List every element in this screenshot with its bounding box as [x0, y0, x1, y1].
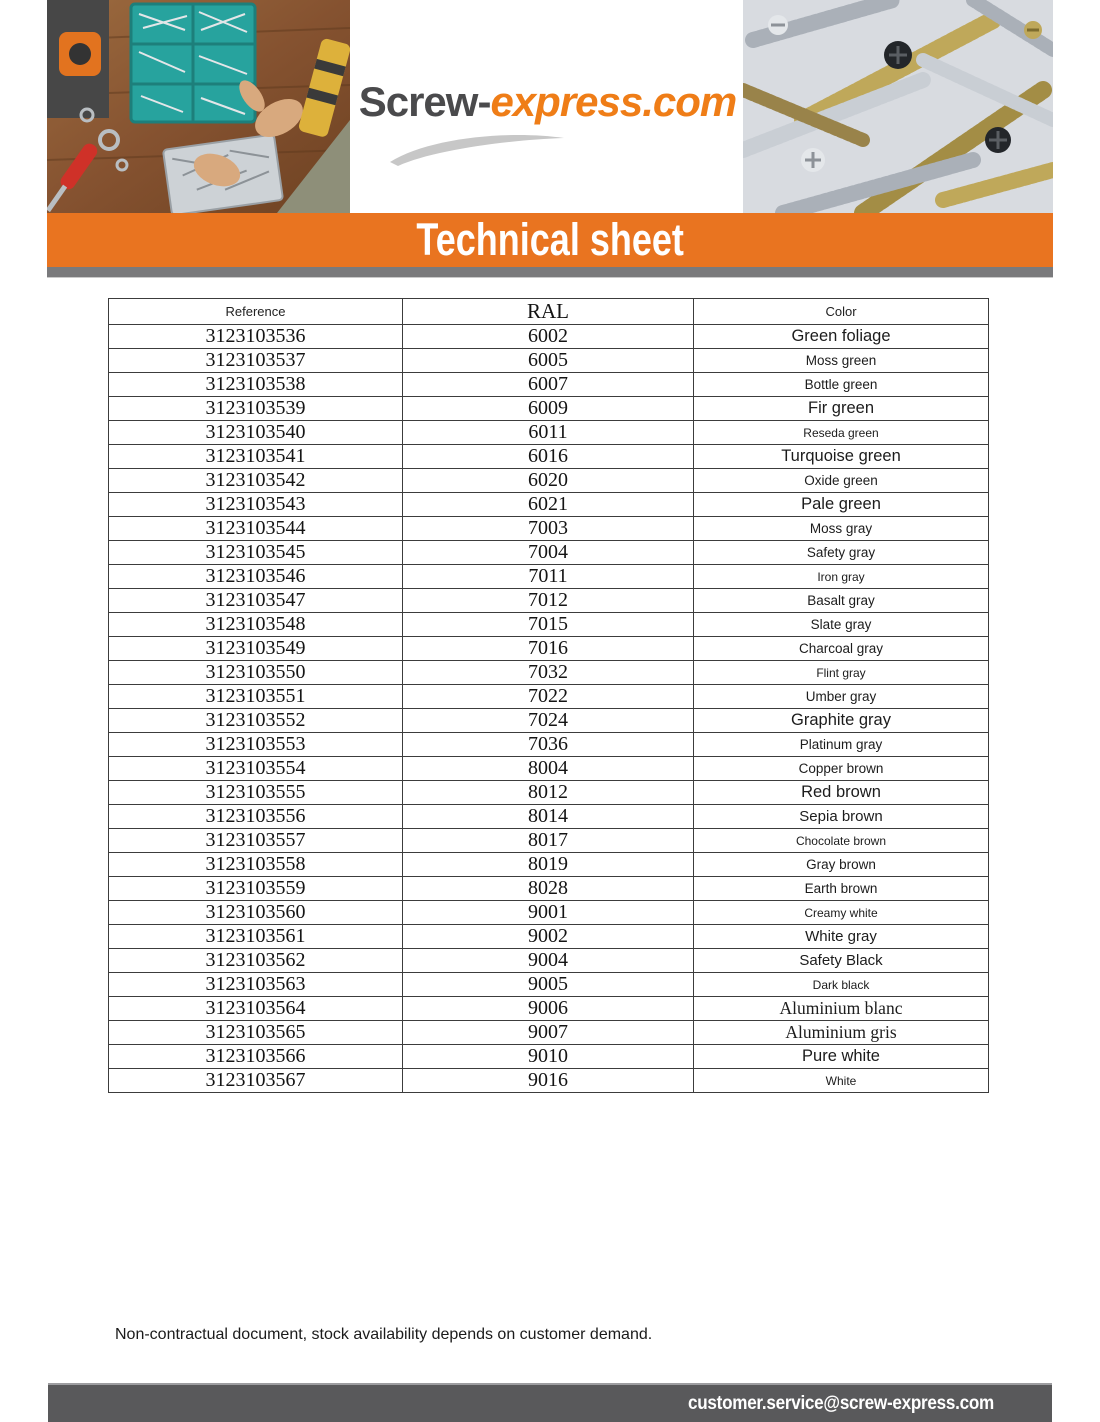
color-cell: Graphite gray [694, 709, 989, 733]
logo-swoosh [388, 126, 568, 166]
table-row [109, 349, 989, 373]
reference-cell: 3123103539 [109, 397, 403, 421]
table-row [109, 637, 989, 661]
color-cell: Turquoise green [694, 445, 989, 469]
logo-text [350, 78, 745, 126]
ral-cell: 7024 [403, 709, 694, 733]
reference-cell: 3123103560 [109, 901, 403, 925]
reference-cell: 3123103546 [109, 565, 403, 589]
ral-cell: 9005 [403, 973, 694, 997]
reference-cell: 3123103549 [109, 637, 403, 661]
table-row [109, 973, 989, 997]
table-row [109, 805, 989, 829]
reference-cell: 3123103545 [109, 541, 403, 565]
reference-cell: 3123103566 [109, 1045, 403, 1069]
reference-cell: 3123103542 [109, 469, 403, 493]
logo [350, 78, 745, 126]
ral-cell: 7015 [403, 613, 694, 637]
reference-cell: 3123103536 [109, 325, 403, 349]
color-cell: Safety Black [694, 949, 989, 973]
color-cell: Aluminium blanc [694, 997, 989, 1021]
color-cell: Slate gray [694, 613, 989, 637]
header-reference: Reference [109, 299, 403, 325]
footer-bar [48, 1383, 1052, 1422]
color-cell: Fir green [694, 397, 989, 421]
ral-cell: 7011 [403, 565, 694, 589]
header-color: Color [694, 299, 989, 325]
table-row [109, 661, 989, 685]
reference-cell: 3123103563 [109, 973, 403, 997]
reference-cell: 3123103556 [109, 805, 403, 829]
table-row [109, 901, 989, 925]
ral-cell: 6007 [403, 373, 694, 397]
reference-cell: 3123103552 [109, 709, 403, 733]
table-row [109, 685, 989, 709]
color-cell: Safety gray [694, 541, 989, 565]
table-row [109, 829, 989, 853]
reference-cell: 3123103555 [109, 781, 403, 805]
ral-cell: 8019 [403, 853, 694, 877]
ral-cell: 6005 [403, 349, 694, 373]
color-cell: Gray brown [694, 853, 989, 877]
ral-cell: 9004 [403, 949, 694, 973]
table-row [109, 1045, 989, 1069]
color-cell: Bottle green [694, 373, 989, 397]
table-row [109, 1069, 989, 1093]
color-cell: Pale green [694, 493, 989, 517]
table-row [109, 541, 989, 565]
ral-cell: 6016 [403, 445, 694, 469]
color-cell: Earth brown [694, 877, 989, 901]
color-cell: Flint gray [694, 661, 989, 685]
ral-cell: 6020 [403, 469, 694, 493]
reference-cell: 3123103543 [109, 493, 403, 517]
color-cell: Creamy white [694, 901, 989, 925]
logo-part-express: express.com [490, 78, 737, 125]
reference-cell: 3123103567 [109, 1069, 403, 1093]
technical-sheet-banner [47, 213, 1053, 267]
banner-gray-strip [47, 267, 1053, 278]
reference-cell: 3123103548 [109, 613, 403, 637]
reference-cell: 3123103537 [109, 349, 403, 373]
banner-title: Technical sheet [416, 214, 684, 265]
table-row [109, 421, 989, 445]
table-row [109, 589, 989, 613]
color-table-container [108, 298, 989, 1093]
reference-cell: 3123103544 [109, 517, 403, 541]
reference-cell: 3123103561 [109, 925, 403, 949]
table-row [109, 445, 989, 469]
ral-cell: 6009 [403, 397, 694, 421]
color-cell: Oxide green [694, 469, 989, 493]
screws-pile-photo [743, 0, 1053, 213]
customer-service-email: customer.service@screw-express.com [688, 1392, 994, 1414]
table-row [109, 853, 989, 877]
table-row [109, 925, 989, 949]
ral-cell: 9001 [403, 901, 694, 925]
reference-cell: 3123103559 [109, 877, 403, 901]
header-ral: RAL [403, 299, 694, 325]
reference-cell: 3123103538 [109, 373, 403, 397]
color-cell: Aluminium gris [694, 1021, 989, 1045]
table-row [109, 493, 989, 517]
color-cell: White [694, 1069, 989, 1093]
ral-cell: 8028 [403, 877, 694, 901]
color-cell: Sepia brown [694, 805, 989, 829]
ral-cell: 7003 [403, 517, 694, 541]
ral-cell: 9002 [403, 925, 694, 949]
table-row [109, 1021, 989, 1045]
reference-cell: 3123103565 [109, 1021, 403, 1045]
reference-cell: 3123103558 [109, 853, 403, 877]
color-cell: White gray [694, 925, 989, 949]
color-cell: Charcoal gray [694, 637, 989, 661]
table-row [109, 949, 989, 973]
logo-part-screw: Screw- [358, 78, 491, 125]
table-row [109, 373, 989, 397]
table-row [109, 997, 989, 1021]
reference-cell: 3123103562 [109, 949, 403, 973]
color-cell: Basalt gray [694, 589, 989, 613]
ral-cell: 8004 [403, 757, 694, 781]
reference-cell: 3123103554 [109, 757, 403, 781]
color-cell: Pure white [694, 1045, 989, 1069]
table-row [109, 517, 989, 541]
table-header-row [109, 299, 989, 325]
workbench-photo-graphic [47, 0, 350, 213]
color-cell: Umber gray [694, 685, 989, 709]
ral-cell: 9016 [403, 1069, 694, 1093]
reference-cell: 3123103551 [109, 685, 403, 709]
color-cell: Copper brown [694, 757, 989, 781]
ral-cell: 6021 [403, 493, 694, 517]
ral-cell: 9006 [403, 997, 694, 1021]
reference-cell: 3123103553 [109, 733, 403, 757]
ral-cell: 8014 [403, 805, 694, 829]
ral-cell: 7012 [403, 589, 694, 613]
ral-cell: 6002 [403, 325, 694, 349]
workbench-photo [47, 0, 350, 213]
ral-cell: 7036 [403, 733, 694, 757]
ral-cell: 8017 [403, 829, 694, 853]
color-cell: Moss gray [694, 517, 989, 541]
ral-cell: 7032 [403, 661, 694, 685]
table-row [109, 757, 989, 781]
reference-cell: 3123103557 [109, 829, 403, 853]
color-cell: Red brown [694, 781, 989, 805]
reference-cell: 3123103550 [109, 661, 403, 685]
ral-cell: 7016 [403, 637, 694, 661]
color-cell: Moss green [694, 349, 989, 373]
reference-cell: 3123103540 [109, 421, 403, 445]
table-row [109, 781, 989, 805]
color-cell: Dark black [694, 973, 989, 997]
table-row [109, 397, 989, 421]
screws-pile-graphic [743, 0, 1053, 213]
ral-cell: 7022 [403, 685, 694, 709]
ral-cell: 6011 [403, 421, 694, 445]
ral-cell: 7004 [403, 541, 694, 565]
color-cell: Reseda green [694, 421, 989, 445]
table-row [109, 877, 989, 901]
color-cell: Green foliage [694, 325, 989, 349]
ral-cell: 9007 [403, 1021, 694, 1045]
disclaimer-note: Non-contractual document, stock availability depends on customer demand. [115, 1326, 653, 1343]
reference-cell: 3123103564 [109, 997, 403, 1021]
table-row [109, 733, 989, 757]
table-row [109, 613, 989, 637]
table-row [109, 325, 989, 349]
color-cell: Platinum gray [694, 733, 989, 757]
reference-cell: 3123103547 [109, 589, 403, 613]
color-cell: Iron gray [694, 565, 989, 589]
table-row [109, 469, 989, 493]
ral-cell: 9010 [403, 1045, 694, 1069]
table-row [109, 565, 989, 589]
reference-cell: 3123103541 [109, 445, 403, 469]
color-table [108, 298, 989, 1093]
ral-cell: 8012 [403, 781, 694, 805]
color-cell: Chocolate brown [694, 829, 989, 853]
table-row [109, 709, 989, 733]
